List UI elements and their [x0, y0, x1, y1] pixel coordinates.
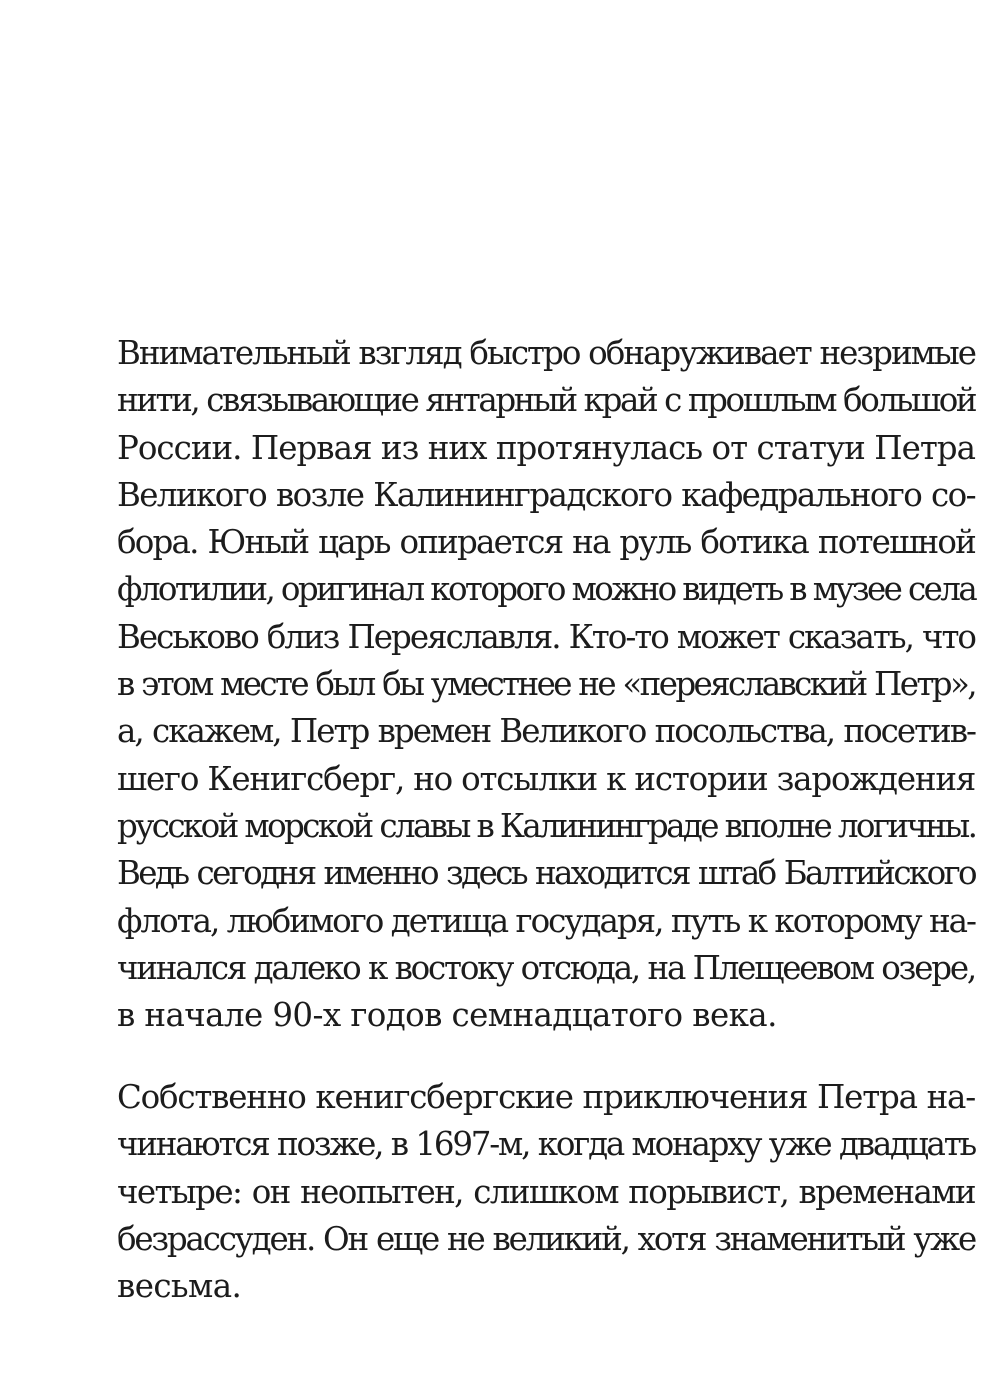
text-line: нити, связывающие янтарный край с прошлым большой — [117, 381, 976, 420]
paragraph-2 — [117, 1074, 975, 1310]
text-line: флота, любимого детища государя, путь к которому на- — [117, 901, 975, 940]
text-line: шего Кенигсберг, но отсылки к истории зарождения — [117, 759, 976, 798]
text-line: Ведь сегодня именно здесь находится штаб Балтийского — [117, 854, 975, 893]
paragraph-1 — [117, 330, 975, 1039]
text-line: чинался далеко к востоку отсюда, на Плещеевом озере, — [117, 948, 975, 987]
text-line: Внимательный взгляд быстро обнаруживает незримые — [117, 334, 975, 372]
text-line: весьма. — [117, 1267, 242, 1306]
text-line: Веськово близ Переяславля. Кто-то может сказать, что — [117, 617, 975, 656]
text-line: Великого возле Калининградского кафедрального со- — [117, 475, 975, 514]
text-line: бора. Юный царь опирается на руль ботика потешной — [117, 523, 975, 562]
text-line: русской морской славы в Калининграде вполне логичны. — [117, 806, 976, 845]
text-line: в начале 90-х годов семнадцатого века. — [117, 996, 777, 1035]
text-line: Собственно кенигсбергские приключения Петра на- — [117, 1078, 975, 1116]
text-line: чинаются позже, в 1697-м, когда монарху уже двадцать — [117, 1125, 975, 1164]
text-line: России. Первая из них протянулась от статуи Петра — [117, 428, 975, 467]
text-line: флотилии, оригинал которого можно видеть в музее села — [117, 570, 976, 609]
text-line: четыре: он неопытен, слишком порывист, временами — [117, 1172, 975, 1211]
text-line: а, скажем, Петр времен Великого посольства, посетив- — [117, 712, 975, 751]
text-line: безрассуден. Он еще не великий, хотя знаменитый уже — [117, 1219, 975, 1258]
text-line: в этом месте был бы уместнее не «переяславский Петр», — [117, 665, 975, 704]
